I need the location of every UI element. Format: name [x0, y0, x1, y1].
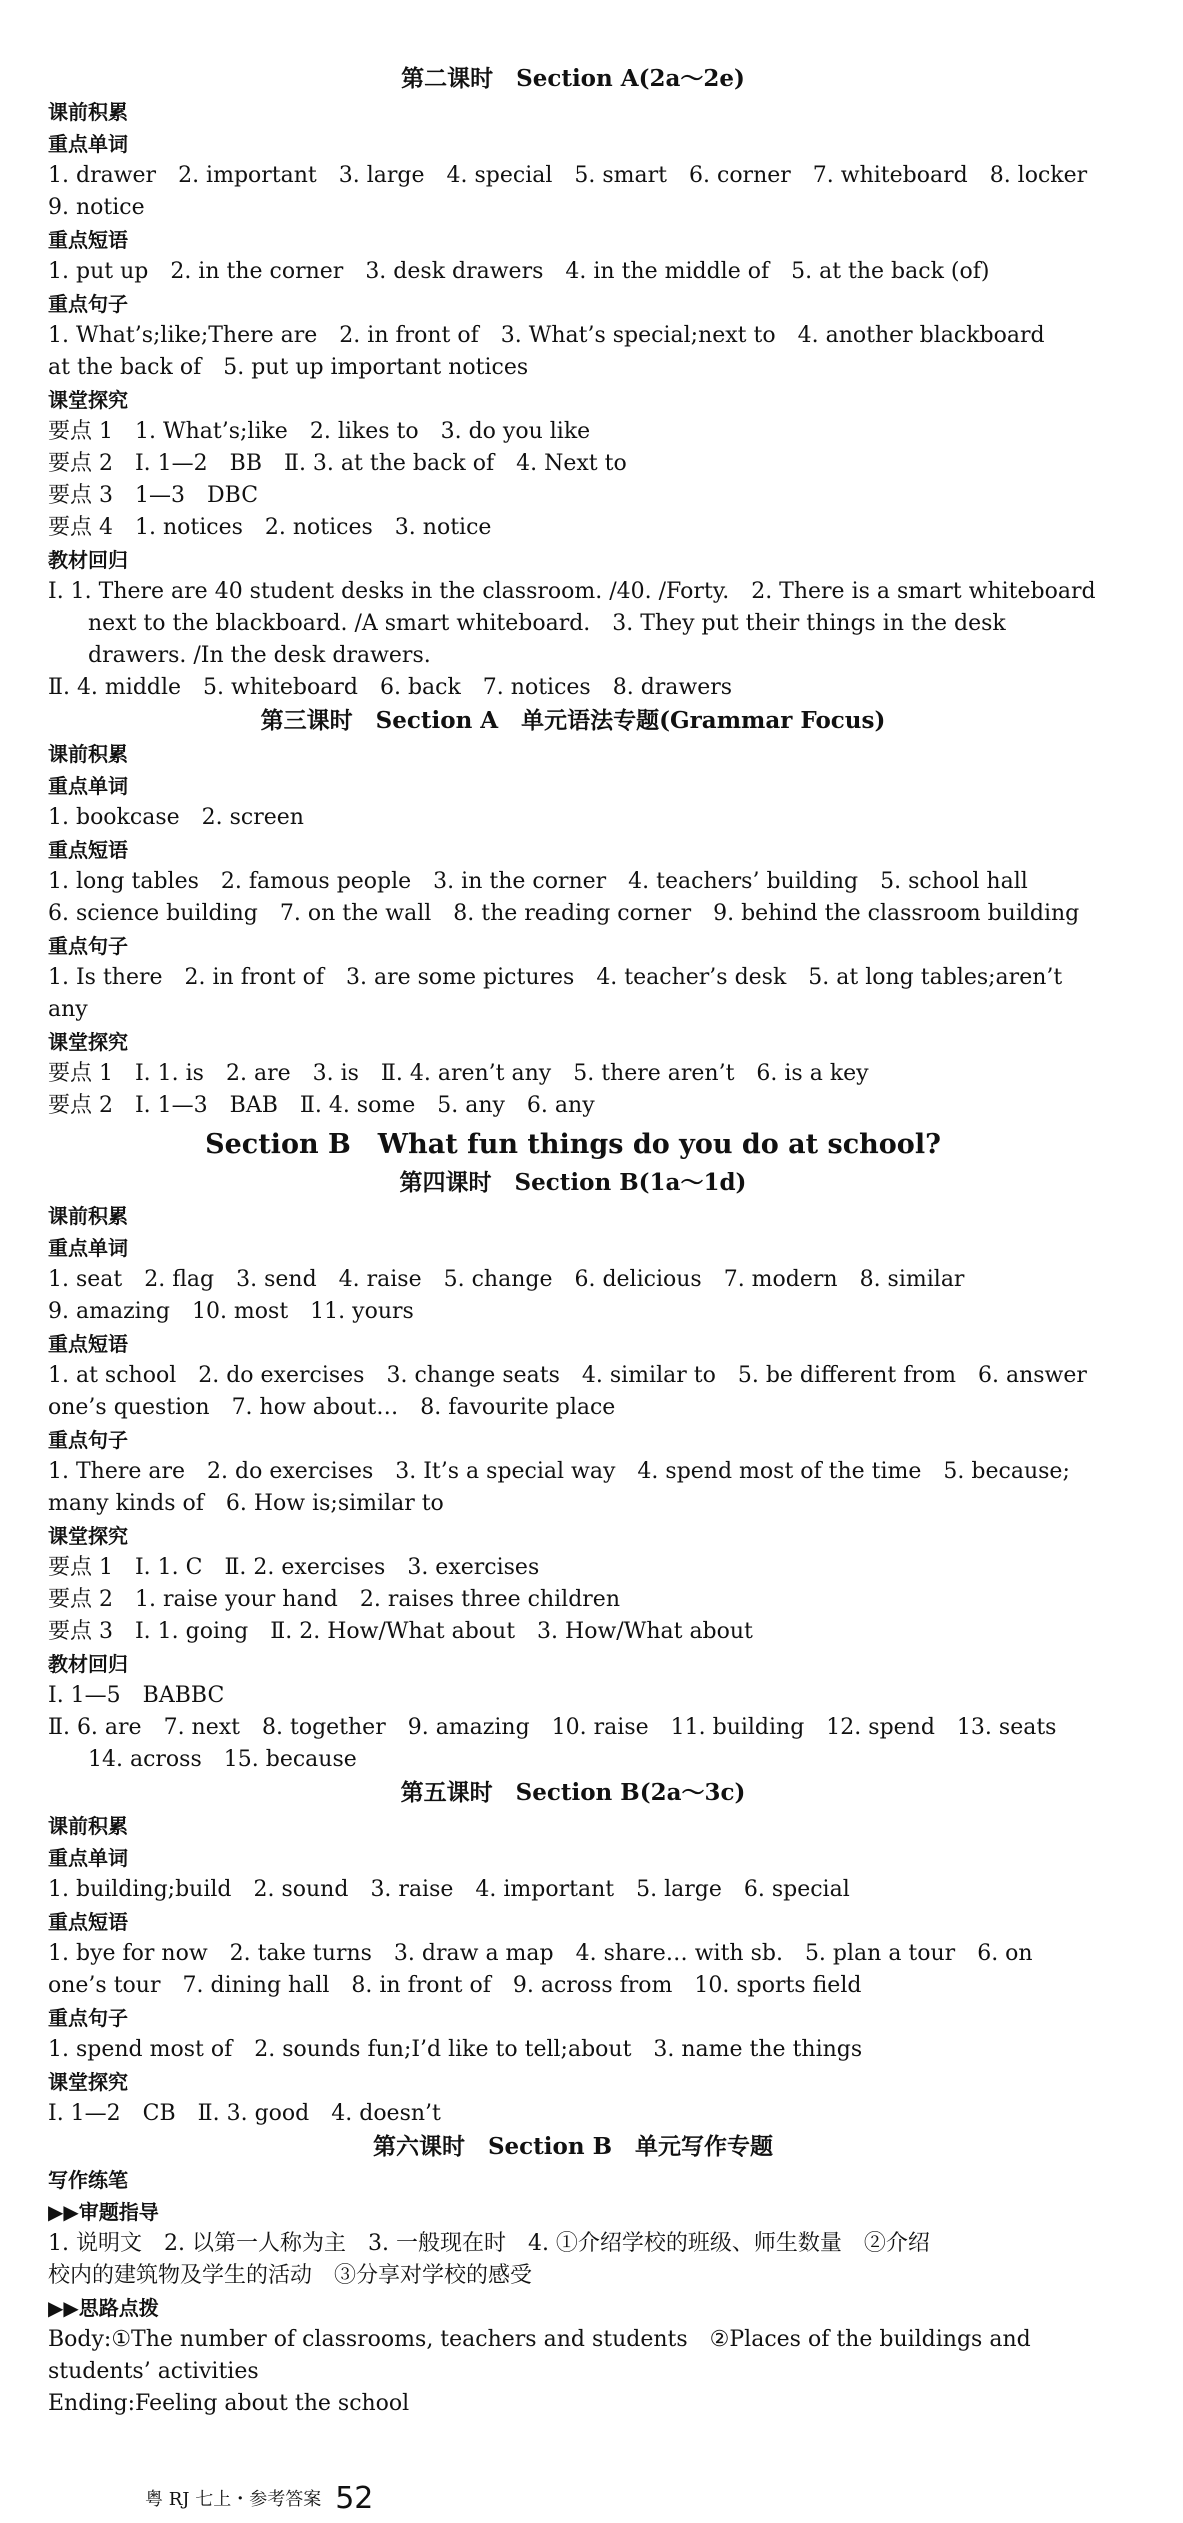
heading-phrases: 重点短语	[48, 228, 128, 252]
lesson-title: 第六课时 Section B 单元写作专题	[372, 2133, 774, 2160]
heading-phrases: 重点短语	[48, 1910, 128, 1934]
heading-explore: 课堂探究	[48, 1524, 128, 1548]
answer-line: 1. There are 2. do exercises 3. It’s a special way 4. spend most of the time 5. because;	[48, 1459, 1070, 1484]
answer-line: 要点 2 Ⅰ. 1—2 BB Ⅱ. 3. at the back of 4. Next to	[48, 451, 627, 476]
heading-guide: ▶▶审题指导	[48, 2200, 159, 2224]
answer-line: Ending:Feeling about the school	[48, 2391, 410, 2416]
answer-paragraph: Ⅰ. 1. There are 40 student desks in the classroom. /40. /Forty. 2. There is a smart whiteboard next to the blackboard. /A smart whiteboard. 3. They put their things in the desk drawers. /In the desk drawers.	[48, 579, 1096, 668]
page-footer	[145, 2482, 373, 2517]
answer-line: 1. long tables 2. famous people 3. in the corner 4. teachers’ building 5. school hall	[48, 869, 1028, 894]
answer-line: 9. amazing 10. most 11. yours	[48, 1299, 414, 1324]
answer-line: Ⅰ. 1—2 CB Ⅱ. 3. good 4. doesn’t	[48, 2101, 441, 2126]
heading-writing: 写作练笔	[48, 2168, 128, 2192]
answer-line: 6. science building 7. on the wall 8. the reading corner 9. behind the classroom building	[48, 901, 1080, 926]
answer-line: 要点 2 1. raise your hand 2. raises three children	[48, 1587, 620, 1612]
answer-line: Ⅰ. 1—5 BABBC	[48, 1683, 225, 1708]
answer-line: 1. building;build 2. sound 3. raise 4. important 5. large 6. special	[48, 1877, 850, 1902]
heading-textbook: 教材回归	[48, 548, 128, 572]
answer-paragraph: Ⅱ. 6. are 7. next 8. together 9. amazing 10. raise 11. building 12. spend 13. seats 14. across 15. because	[48, 1715, 1079, 1772]
heading-words: 重点单词	[48, 132, 128, 156]
answer-line: 1. seat 2. flag 3. send 4. raise 5. change 6. delicious 7. modern 8. similar	[48, 1267, 965, 1292]
answer-line: 1. bookcase 2. screen	[48, 805, 304, 830]
heading-words: 重点单词	[48, 774, 128, 798]
heading-pre: 课前积累	[48, 1814, 128, 1838]
answer-line: 要点 3 1—3 DBC	[48, 483, 259, 508]
answer-line: 1. at school 2. do exercises 3. change seats 4. similar to 5. be different from 6. answer	[48, 1363, 1087, 1388]
heading-textbook: 教材回归	[48, 1652, 128, 1676]
heading-sentences: 重点句子	[48, 2006, 128, 2030]
answer-line: one’s question 7. how about… 8. favourite place	[48, 1395, 616, 1420]
answer-line: 1. Is there 2. in front of 3. are some pictures 4. teacher’s desk 5. at long tables;aren’t	[48, 965, 1063, 990]
answer-page	[48, 62, 1098, 2420]
lesson-title: 第二课时 Section A(2a～2e)	[401, 65, 745, 92]
answer-line: 1. drawer 2. important 3. large 4. special 5. smart 6. corner 7. whiteboard 8. locker	[48, 163, 1088, 188]
answer-line: 要点 3 Ⅰ. 1. going Ⅱ. 2. How/What about 3. How/What about	[48, 1619, 753, 1644]
heading-sentences: 重点句子	[48, 1428, 128, 1452]
answer-line: 校内的建筑物及学生的活动 ③分享对学校的感受	[48, 2263, 533, 2288]
heading-pre: 课前积累	[48, 100, 128, 124]
heading-explore: 课堂探究	[48, 2070, 128, 2094]
lesson-title: 第三课时 Section A 单元语法专题(Grammar Focus)	[260, 707, 886, 734]
answer-line: Ⅱ. 4. middle 5. whiteboard 6. back 7. notices 8. drawers	[48, 675, 733, 700]
answer-line: 要点 2 Ⅰ. 1—3 BAB Ⅱ. 4. some 5. any 6. any	[48, 1093, 595, 1118]
heading-sentences: 重点句子	[48, 292, 128, 316]
heading-phrases: 重点短语	[48, 838, 128, 862]
answer-line: many kinds of 6. How is;similar to	[48, 1491, 444, 1516]
answer-line: 要点 1 1. What’s;like 2. likes to 3. do you like	[48, 419, 591, 444]
answer-line: at the back of 5. put up important notices	[48, 355, 529, 380]
heading-words: 重点单词	[48, 1846, 128, 1870]
answer-line: Body:①The number of classrooms, teachers and students ②Places of the buildings and	[48, 2327, 1031, 2352]
lesson-title: 第四课时 Section B(1a～1d)	[399, 1169, 747, 1196]
answer-line: 1. What’s;like;There are 2. in front of 3. What’s special;next to 4. another blackboard	[48, 323, 1045, 348]
heading-explore: 课堂探究	[48, 1030, 128, 1054]
answer-line: 1. bye for now 2. take turns 3. draw a map 4. share… with sb. 5. plan a tour 6. on	[48, 1941, 1033, 1966]
answer-line: 要点 4 1. notices 2. notices 3. notice	[48, 515, 492, 540]
heading-pre: 课前积累	[48, 1204, 128, 1228]
answer-line: 9. notice	[48, 195, 145, 220]
answer-line: 1. 说明文 2. 以第一人称为主 3. 一般现在时 4. ①介绍学校的班级、师生数量 ②介绍	[48, 2231, 930, 2256]
answer-line: 1. spend most of 2. sounds fun;I’d like to tell;about 3. name the things	[48, 2037, 863, 2062]
section-title: Section B What fun things do you do at school?	[205, 1129, 941, 1160]
heading-words: 重点单词	[48, 1236, 128, 1260]
heading-ideas: ▶▶思路点拨	[48, 2296, 159, 2320]
answer-line: 要点 1 Ⅰ. 1. is 2. are 3. is Ⅱ. 4. aren’t any 5. there aren’t 6. is a key	[48, 1061, 869, 1086]
heading-sentences: 重点句子	[48, 934, 128, 958]
answer-line: 要点 1 Ⅰ. 1. C Ⅱ. 2. exercises 3. exercises	[48, 1555, 540, 1580]
page-number: 52	[335, 2481, 374, 2516]
answer-line: 1. put up 2. in the corner 3. desk drawers 4. in the middle of 5. at the back (of)	[48, 259, 990, 284]
lesson-title: 第五课时 Section B(2a～3c)	[400, 1779, 746, 1806]
answer-line: any	[48, 997, 88, 1022]
footer-label: 粤 RJ 七上・参考答案	[145, 2489, 322, 2510]
answer-line: students’ activities	[48, 2359, 259, 2384]
heading-phrases: 重点短语	[48, 1332, 128, 1356]
heading-pre: 课前积累	[48, 742, 128, 766]
heading-explore: 课堂探究	[48, 388, 128, 412]
answer-line: one’s tour 7. dining hall 8. in front of 9. across from 10. sports field	[48, 1973, 862, 1998]
